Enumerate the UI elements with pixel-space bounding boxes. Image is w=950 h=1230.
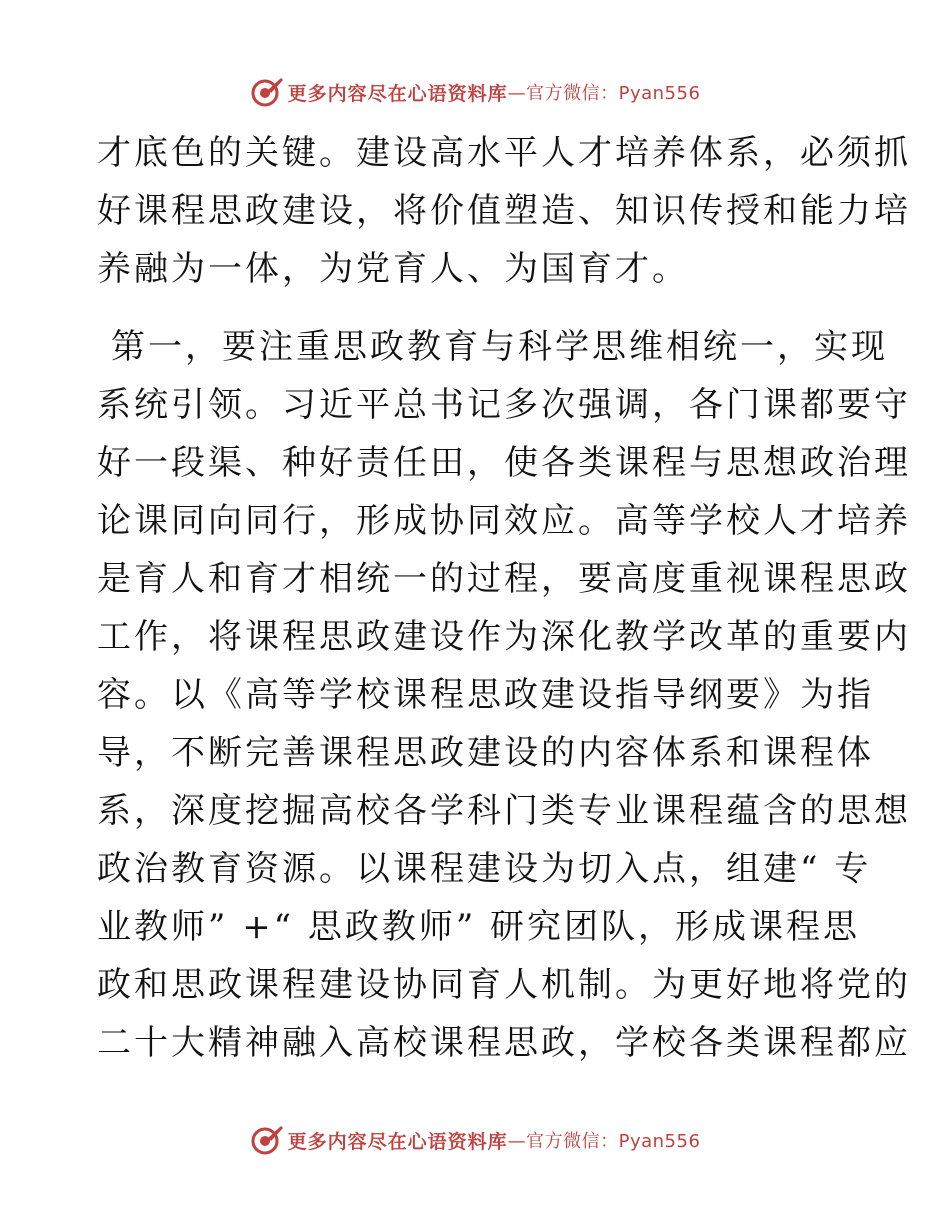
footer-watermark (0, 1120, 950, 1160)
text-line: 养融为一体，为党育人、为国育才。 (97, 249, 689, 289)
paragraph-2 (97, 318, 911, 1072)
text-line: 是育人和育才相统一的过程，要高度重视课程思政 (97, 559, 911, 599)
text-line: 工作，将课程思政建设作为深化教学改革的重要内 (97, 617, 911, 657)
text-line: 系统引领。习近平总书记多次强调，各门课都要守 (97, 385, 911, 425)
text-line: 容。以《高等学校课程思政建设指导纲要》为指 (97, 675, 874, 715)
pen-logo-icon (250, 1123, 284, 1157)
text-line: 导，不断完善课程思政建设的内容体系和课程体 (97, 733, 874, 773)
paragraph-1 (97, 124, 911, 298)
text-line: 第一，要注重思政教育与科学思维相统一，实现 (111, 327, 888, 367)
header-contact-text: —官方微信：Pyan556 (507, 83, 701, 104)
document-body (97, 124, 911, 1072)
text-line: 好一段渠、种好责任田，使各类课程与思想政治理 (97, 443, 911, 483)
text-line: 才底色的关键。建设高水平人才培养体系，必须抓 (97, 133, 911, 173)
text-line: 政治教育资源。以课程建设为切入点，组建“ 专 (97, 849, 872, 889)
footer-contact-text: —官方微信：Pyan556 (507, 1131, 701, 1152)
pen-logo-icon (250, 75, 284, 109)
text-line: 政和思政课程建设协同育人机制。为更好地将党的 (97, 965, 911, 1005)
text-line: 系，深度挖掘高校各学科门类专业课程蕴含的思想 (97, 791, 911, 831)
text-line: 业教师” +“ 思政教师” 研究团队，形成课程思 (97, 907, 861, 947)
header-brand-text: 更多内容尽在心语资料库 (287, 82, 508, 105)
header-watermark (0, 72, 950, 112)
footer-brand-text: 更多内容尽在心语资料库 (287, 1130, 508, 1153)
text-line: 好课程思政建设，将价值塑造、知识传授和能力培 (97, 191, 911, 231)
text-line: 二十大精神融入高校课程思政，学校各类课程都应 (97, 1023, 911, 1063)
text-line: 论课同向同行，形成协同效应。高等学校人才培养 (97, 501, 911, 541)
